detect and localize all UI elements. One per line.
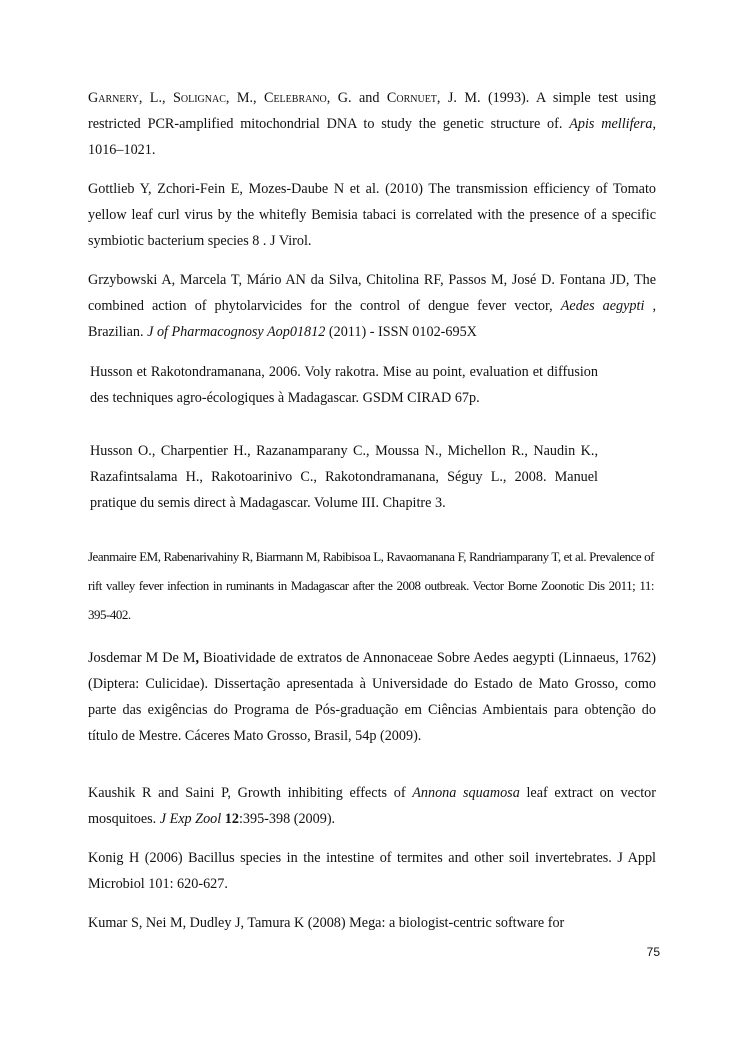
species-name: Aedes aegypti , xyxy=(560,298,656,314)
reference-josdemar xyxy=(88,645,656,749)
reference-kumar: Kumar S, Nei M, Dudley J, Tamura K (2008) Mega: a biologist-centric software for xyxy=(88,915,565,931)
ref-text: (2011) - ISSN 0102-695X xyxy=(325,324,477,340)
author-name: Celebrano xyxy=(263,90,327,106)
ref-text: , G. and xyxy=(326,90,387,106)
ref-text: , xyxy=(195,650,200,666)
ref-text: , 1016–1021. xyxy=(88,116,657,158)
reference-garnery xyxy=(88,85,656,163)
reference-jeanmaire: Jeanmaire EM, Rabenarivahiny R, Biarmann M, Rabibisoa L, Ravaomanana F, Randriamparany T, et al. Prevalence of rift valley fever infection in ruminants in Madagascar after the 2008 outbreak. Vector Borne Zoonotic Dis 2011; 11: 395-402. xyxy=(88,549,654,622)
species-name: Apis mellifera xyxy=(569,116,653,132)
reference-husson-2008: Husson O., Charpentier H., Razanamparany C., Moussa N., Michellon R., Naudin K., Razafintsalama H., Rakotoarinivo C., Rakotondramanana, Séguy L., 2008. Manuel pratique du semis direct à Madagascar. Volume III. Chapitre 3. xyxy=(90,443,598,511)
ref-text: Brazilian. xyxy=(88,324,148,340)
author-name: Solignac xyxy=(172,90,226,106)
page-number: 75 xyxy=(646,945,660,959)
ref-text: :395-398 (2009). xyxy=(238,811,336,827)
ref-text: , M., xyxy=(225,90,264,106)
ref-text: Bioatividade de extratos de Annonaceae Sobre Aedes aegypti (Linnaeus, 1762) (Diptera: Culicidae). Dissertação apresentada à Universidade do Estado de Mato Grosso, como parte das exigências do Programa de Pós-graduação em Ciências Ambientais para obtenção do título de Mestre. Cáceres Mato Grosso, Brasil, 54p (2009). xyxy=(88,650,656,744)
ref-text: leaf extract on vector mosquitoes. xyxy=(88,785,656,827)
reference-husson-2006: Husson et Rakotondramanana, 2006. Voly rakotra. Mise au point, evaluation et diffusion des techniques agro-écologiques à Madagascar. GSDM CIRAD 67p. xyxy=(90,364,598,406)
reference-kaushik xyxy=(88,780,656,832)
ref-text: Kaushik R and Saini P, Growth inhibiting effects of xyxy=(88,785,413,801)
journal-name: J of Pharmacognosy Aop01812 xyxy=(147,324,326,340)
reference-gottlieb: Gottlieb Y, Zchori-Fein E, Mozes-Daube N et al. (2010) The transmission efficiency of Tomato yellow leaf curl virus by the whitefly Bemisia tabaci is correlated with the presence of a specific symbiotic bacterium species 8 . J Virol. xyxy=(88,181,656,249)
volume-number: 12 xyxy=(224,811,239,827)
author-name: Josdemar M De M xyxy=(88,650,196,666)
journal-name: J Exp Zool xyxy=(159,811,222,827)
species-name: Annona squamosa xyxy=(412,785,520,801)
author-name: Garnery xyxy=(88,90,139,106)
ref-text: Grzybowski A, Marcela T, Mário AN da Silva, Chitolina RF, Passos M, José D. Fontana JD, The combined action of phytolarvicides for the control of dengue fever vector, xyxy=(88,272,656,314)
author-name: Cornuet xyxy=(386,90,437,106)
ref-text: , L., xyxy=(138,90,173,106)
reference-grzybowski xyxy=(88,267,656,345)
reference-konig: Konig H (2006) Bacillus species in the intestine of termites and other soil invertebrates. J Appl Microbiol 101: 620-627. xyxy=(88,850,656,892)
ref-text: , J. M. (1993). A simple test using restricted PCR-amplified mitochondrial DNA to study the genetic structure of. xyxy=(88,90,656,132)
